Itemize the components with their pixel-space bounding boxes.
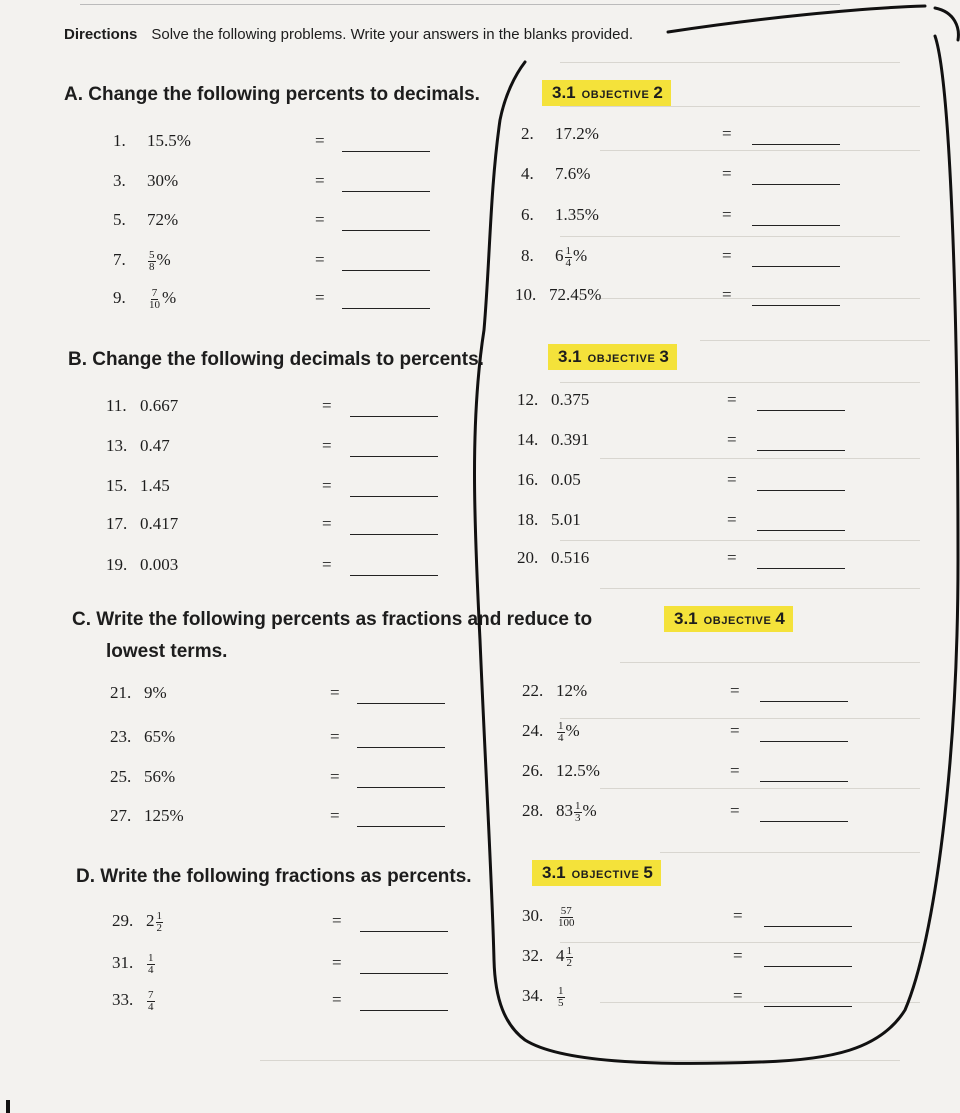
fraction: $\frac{1}{4}$ [148,952,154,976]
fraction: $\frac{1}{4}$ [565,245,571,269]
problem-number: 32. [522,946,544,966]
equals-sign: = [733,906,743,925]
problem-number: 27. [110,806,132,825]
problem-value: 56% [144,767,176,786]
directions-label: Directions [64,26,138,43]
equals-sign: = [730,681,740,700]
equals-sign: = [727,430,737,449]
section-b-title: B. Change the following decimals to percents. [68,349,484,370]
problem-number: 25. [110,767,132,786]
problem-value: 15.5% [147,131,191,150]
equals-sign: = [727,390,737,409]
problem-value: 30% [147,171,179,190]
problem-value: 5.01 [551,510,581,529]
equals-sign: = [730,801,740,820]
equals-sign: = [730,761,740,780]
problem-value: 2 $\frac{1}{2}$ [146,910,162,934]
problem-number: 21. [110,683,132,702]
problem-value: 65% [144,727,176,746]
fraction: $\frac{1}{5}$ [558,985,564,1009]
problem-value: 0.667 [140,396,179,415]
problem-number: 15. [106,476,128,495]
equals-sign: = [722,124,732,143]
problem-value: 0.05 [551,470,581,489]
fraction: $\frac{1}{3}$ [575,800,581,824]
problem-value: 1.35% [555,205,599,224]
problem-value: 9% [144,683,167,702]
problem-number: 6. [521,205,534,224]
equals-sign: = [722,164,732,183]
problem-value: 4 $\frac{1}{2}$ [556,945,572,969]
problem-number: 12. [517,390,539,409]
problem-value: 0.375 [551,390,590,409]
equals-sign: = [322,476,332,495]
problem-number: 19. [106,555,128,574]
problem-value: 7.6% [555,164,591,183]
equals-sign: = [332,953,342,972]
equals-sign: = [315,171,325,190]
equals-sign: = [322,514,332,533]
fraction: $\frac{1}{4}$ [558,720,564,744]
equals-sign: = [332,990,342,1009]
problem-number: 3. [113,171,126,190]
problem-number: 33. [112,990,134,1010]
equals-sign: = [330,683,340,702]
problem-value: 0.391 [551,430,590,449]
equals-sign: = [315,288,325,307]
equals-sign: = [315,210,325,229]
problem-number: 5. [113,210,126,229]
problem-number: 30. [522,906,544,926]
problem-number: 23. [110,727,132,746]
problem-number: 14. [517,430,539,449]
problem-number: 4. [521,164,534,183]
equals-sign: = [330,806,340,825]
equals-sign: = [330,727,340,746]
section-d-objective-badge: 3.1 OBJECTIVE 5 [532,860,661,886]
problem-number: 13. [106,436,128,455]
problem-value: 0.47 [140,436,170,455]
equals-sign: = [330,767,340,786]
equals-sign: = [733,986,743,1005]
problem-value: $\frac{5}{8}$ % [149,249,171,273]
equals-sign: = [322,555,332,574]
fraction: $\frac{57}{100}$ [558,905,575,929]
equals-sign: = [315,131,325,150]
problem-number: 1. [113,131,126,150]
section-c-objective-badge: 3.1 OBJECTIVE 4 [664,606,793,632]
equals-sign: = [322,396,332,415]
problem-value: 1.45 [140,476,170,495]
problem-number: 9. [113,288,126,308]
problem-value: 0.516 [551,548,590,567]
section-d-title: D. Write the following fractions as percents. [76,866,472,887]
problem-value: 72.45% [549,285,602,304]
problem-value: 125% [144,806,184,825]
problem-number: 20. [517,548,539,567]
section-b-objective-badge: 3.1 OBJECTIVE 3 [548,344,677,370]
equals-sign: = [322,436,332,455]
equals-sign: = [722,205,732,224]
problem-number: 8. [521,246,534,266]
section-c-title: C. Write the following percents as fractions and reduce to [72,609,593,630]
problem-value: 0.003 [140,555,179,574]
problem-number: 29. [112,911,134,931]
problem-number: 24. [522,721,544,741]
problem-number: 7. [113,250,126,270]
equals-sign: = [727,510,737,529]
problem-number: 26. [522,761,544,780]
problem-number: 16. [517,470,539,489]
problem-number: 17. [106,514,128,533]
equals-sign: = [332,911,342,930]
problem-value: 72% [147,210,179,229]
equals-sign: = [727,470,737,489]
fraction: $\frac{7}{10}$ [149,287,160,311]
problem-value: 12.5% [556,761,600,780]
equals-sign: = [730,721,740,740]
problem-value: 0.417 [140,514,179,533]
problem-number: 34. [522,986,544,1006]
fraction: $\frac{7}{4}$ [148,989,154,1013]
problem-value: 83 $\frac{1}{3}$ % [556,800,597,824]
equals-sign: = [315,250,325,269]
problem-number: 10. [515,285,537,304]
problem-number: 31. [112,953,134,973]
problem-number: 18. [517,510,539,529]
problem-number: 2. [521,124,534,143]
problem-number: 22. [522,681,544,700]
problem-value: $\frac{1}{4}$ % [558,720,580,744]
fraction: $\frac{1}{2}$ [566,945,572,969]
equals-sign: = [733,946,743,965]
section-a-title: A. Change the following percents to decimals. [64,84,480,105]
equals-sign: = [727,548,737,567]
section-c-title-line2: lowest terms. [106,641,228,662]
directions-text: Solve the following problems. Write your answers in the blanks provided. [151,26,633,43]
problem-number: 28. [522,801,544,821]
problem-value: $\frac{7}{10}$ % [149,287,177,311]
equals-sign: = [722,285,732,304]
fraction: $\frac{5}{8}$ [149,249,155,273]
problem-value: 12% [556,681,588,700]
equals-sign: = [722,246,732,265]
problem-number: 11. [106,396,127,415]
fraction: $\frac{1}{2}$ [156,910,162,934]
section-a-objective-badge: 3.1 OBJECTIVE 2 [542,80,671,106]
problem-value: 6 $\frac{1}{4}$ % [555,245,588,269]
problem-value: 17.2% [555,124,599,143]
